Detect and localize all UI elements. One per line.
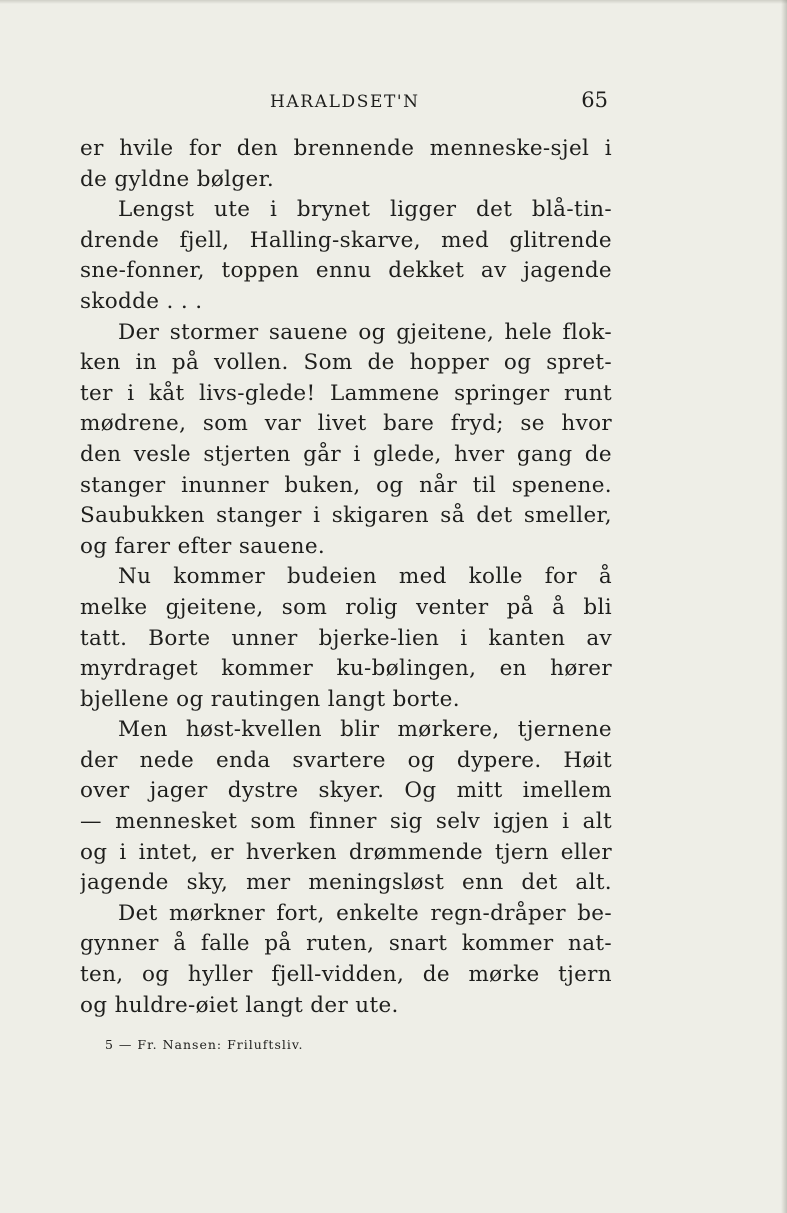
text-line: og i intet, er hverken drømmende tjern eller	[80, 839, 612, 865]
text-line: ken in på vollen. Som de hopper og spret-	[80, 350, 612, 376]
text-line: og huldre-øiet langt der ute.	[80, 992, 399, 1018]
text-line: sne-fonner, toppen ennu dekket av jagende	[80, 258, 612, 284]
signature-line: 5 — Fr. Nansen: Friluftsliv.	[105, 1037, 304, 1052]
text-line: melke gjeitene, som rolig venter på å bli	[80, 594, 612, 620]
text-line: Saubukken stanger i skigaren så det smeller,	[80, 503, 612, 529]
text-line: mødrene, som var livet bare fryd; se hvor	[80, 411, 612, 437]
text-line: Lengst ute i brynet ligger det blå-tin-	[118, 197, 612, 223]
text-line: ter i kåt livs-glede! Lammene springer runt	[80, 380, 612, 406]
text-line: over jager dystre skyer. Og mitt imellem	[80, 778, 612, 804]
text-line: der nede enda svartere og dypere. Høit	[80, 747, 612, 773]
page-right-edge	[781, 0, 787, 1213]
text-line: Det mørkner fort, enkelte regn-dråper be-	[118, 900, 612, 926]
page-top-edge	[0, 0, 787, 4]
body-text	[80, 134, 612, 1021]
running-head	[270, 88, 610, 118]
text-line: Men høst-kvellen blir mørkere, tjernene	[118, 717, 612, 743]
text-line: den vesle stjerten går i glede, hver gang de	[80, 441, 612, 467]
text-line: — mennesket som finner sig selv igjen i alt	[80, 809, 612, 835]
text-line: bjellene og rautingen langt borte.	[80, 686, 460, 712]
text-line: ten, og hyller fjell-vidden, de mørke tjern	[80, 962, 612, 988]
text-line: gynner å falle på ruten, snart kommer nat-	[80, 931, 612, 957]
text-line: tatt. Borte unner bjerke-lien i kanten av	[80, 625, 612, 651]
text-line: skodde . . .	[80, 288, 203, 314]
running-title: HARALDSET'N	[270, 92, 420, 112]
text-line: er hvile for den brennende menneske-sjel i	[80, 136, 612, 161]
page-number: 65	[581, 88, 608, 112]
text-line: Der stormer sauene og gjeitene, hele flok-	[118, 319, 612, 345]
text-line: myrdraget kommer ku-bølingen, en hører	[80, 656, 612, 682]
text-line: de gyldne bølger.	[80, 166, 275, 192]
text-line: stanger inunner buken, og når til spenene.	[80, 472, 612, 498]
text-line: jagende sky, mer meningsløst enn det alt.	[80, 870, 612, 896]
text-line: drende fjell, Halling-skarve, med glitrende	[80, 227, 612, 253]
text-line: Nu kommer budeien med kolle for å	[118, 564, 612, 590]
text-line: og farer efter sauene.	[80, 533, 326, 559]
